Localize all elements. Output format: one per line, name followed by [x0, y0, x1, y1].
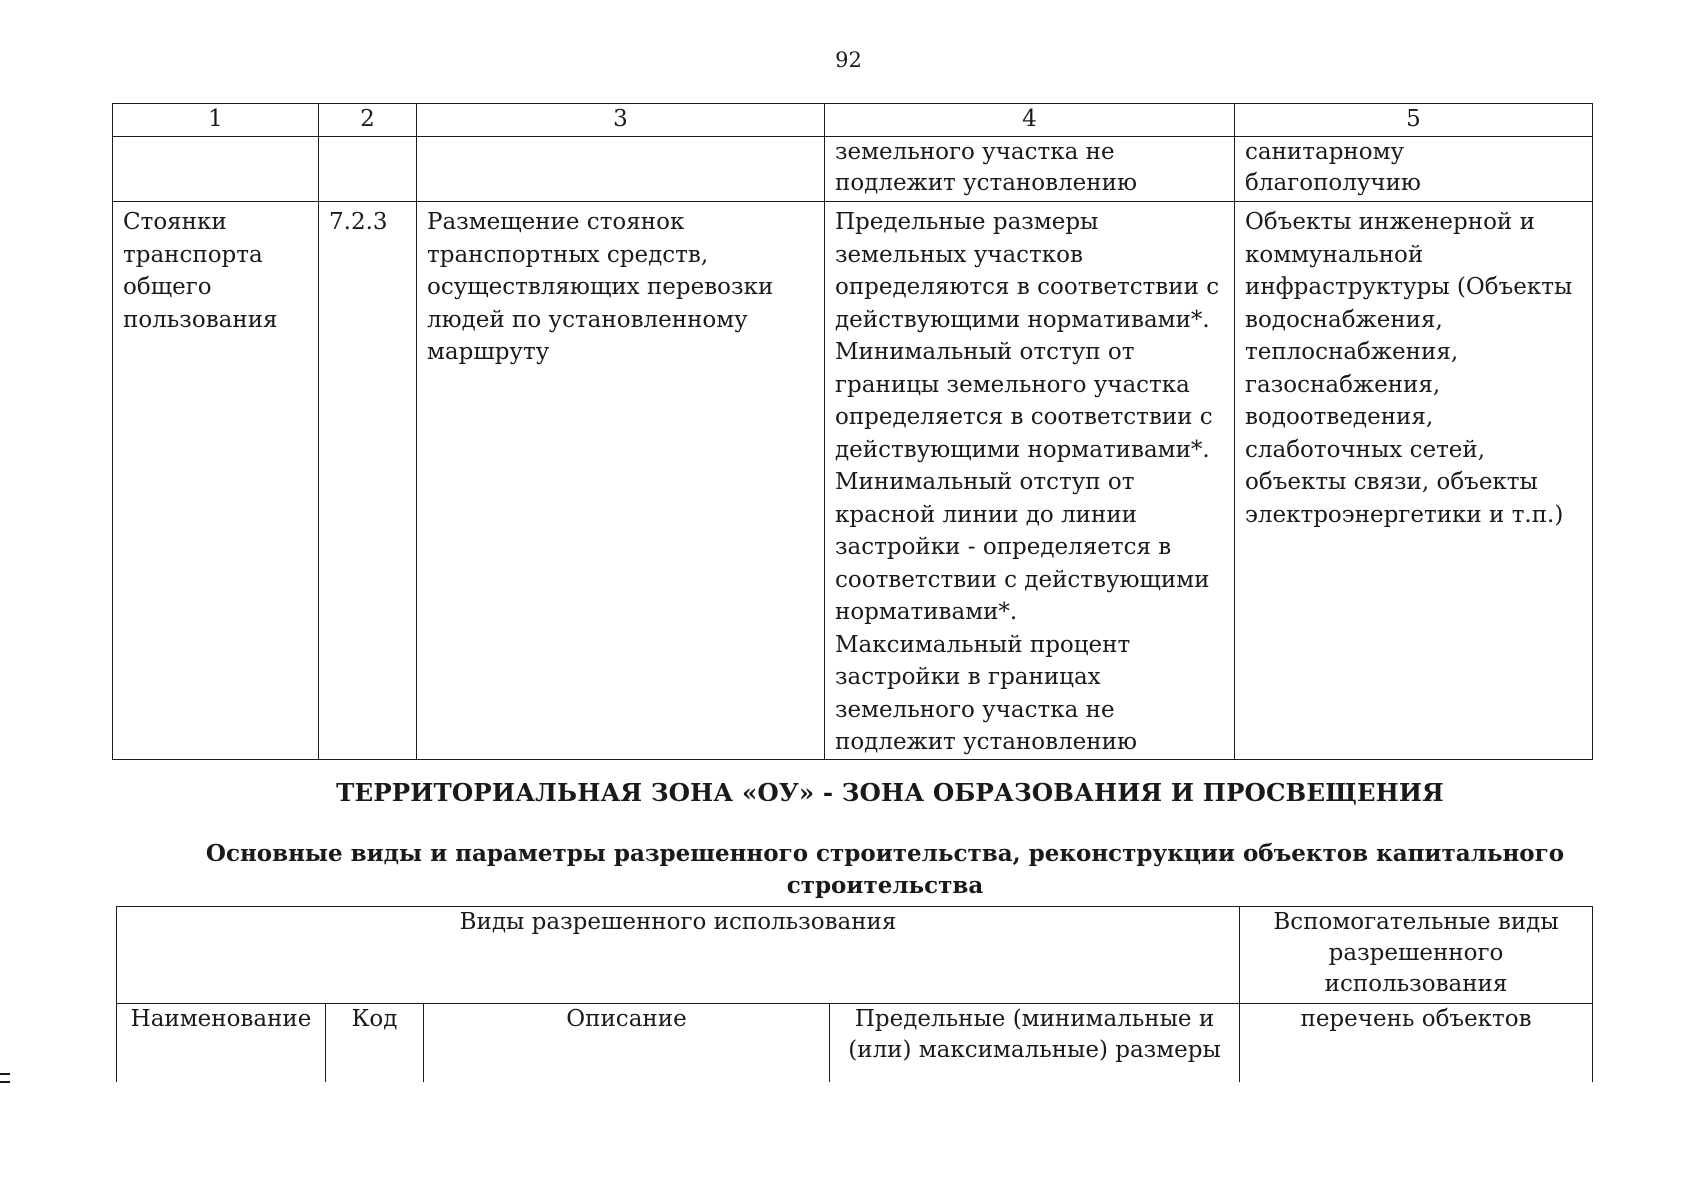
subheader-description: Описание [424, 1004, 830, 1083]
subheader-objects-list: перечень объектов [1240, 1004, 1593, 1083]
table-header-row [117, 907, 1593, 1004]
table-row [113, 202, 1593, 760]
regulations-table-continued [112, 103, 1593, 760]
continuation-cell-1 [113, 137, 319, 202]
continuation-row [113, 137, 1593, 202]
subheader-parameters: Предельные (минимальные и (или) максимальные) размеры [830, 1004, 1240, 1083]
column-number-4: 4 [825, 104, 1235, 137]
column-number-5: 5 [1235, 104, 1593, 137]
column-number-3: 3 [417, 104, 825, 137]
continuation-cell-parameters: земельного участка не подлежит установлению [825, 137, 1235, 202]
header-permitted-uses: Виды разрешенного использования [117, 907, 1240, 1004]
use-code-cell: 7.2.3 [319, 202, 417, 760]
column-number-row [113, 104, 1593, 137]
column-number-1: 1 [113, 104, 319, 137]
continuation-cell-2 [319, 137, 417, 202]
use-description-cell: Размещение стоянок транспортных средств, осуществляющих перевозки людей по установленному маршруту [417, 202, 825, 760]
section-title: Основные виды и параметры разрешенного строительства, реконструкции объектов капитального строительства [205, 840, 1565, 899]
use-name-cell: Стоянки транспорта общего пользования [113, 202, 319, 760]
use-parameters-cell: Предельные размеры земельных участков определяются в соответствии с действующими нормативами*. Минимальный отступ от границы земельного участка определяется в соответствии с действующими нормативами*. Минимальный отступ от красной линии до линии застройки - определяется в соответствии с действующими нормативами*. Максимальный процент застройки в границах земельного участка не подлежит установлению [825, 202, 1235, 760]
table-subheader-row [117, 1004, 1593, 1083]
header-auxiliary-uses: Вспомогательные виды разрешенного использования [1240, 907, 1593, 1004]
margin-mark [0, 1073, 10, 1075]
continuation-cell-3 [417, 137, 825, 202]
use-auxiliary-cell: Объекты инженерной и коммунальной инфраструктуры (Объекты водоснабжения, теплоснабжения, газоснабжения, водоотведения, слаботочных сетей, объекты связи, объекты электроэнергетики и т.п.) [1235, 202, 1593, 760]
permitted-uses-table [116, 906, 1593, 1082]
subheader-name: Наименование [117, 1004, 326, 1083]
subheader-code: Код [326, 1004, 424, 1083]
zone-title: ТЕРРИТОРИАЛЬНАЯ ЗОНА «ОУ» - ЗОНА ОБРАЗОВАНИЯ И ПРОСВЕЩЕНИЯ [336, 778, 1444, 807]
page-number: 92 [835, 48, 862, 72]
continuation-cell-auxiliary: санитарному благополучию [1235, 137, 1593, 202]
margin-mark [0, 1081, 10, 1083]
column-number-2: 2 [319, 104, 417, 137]
